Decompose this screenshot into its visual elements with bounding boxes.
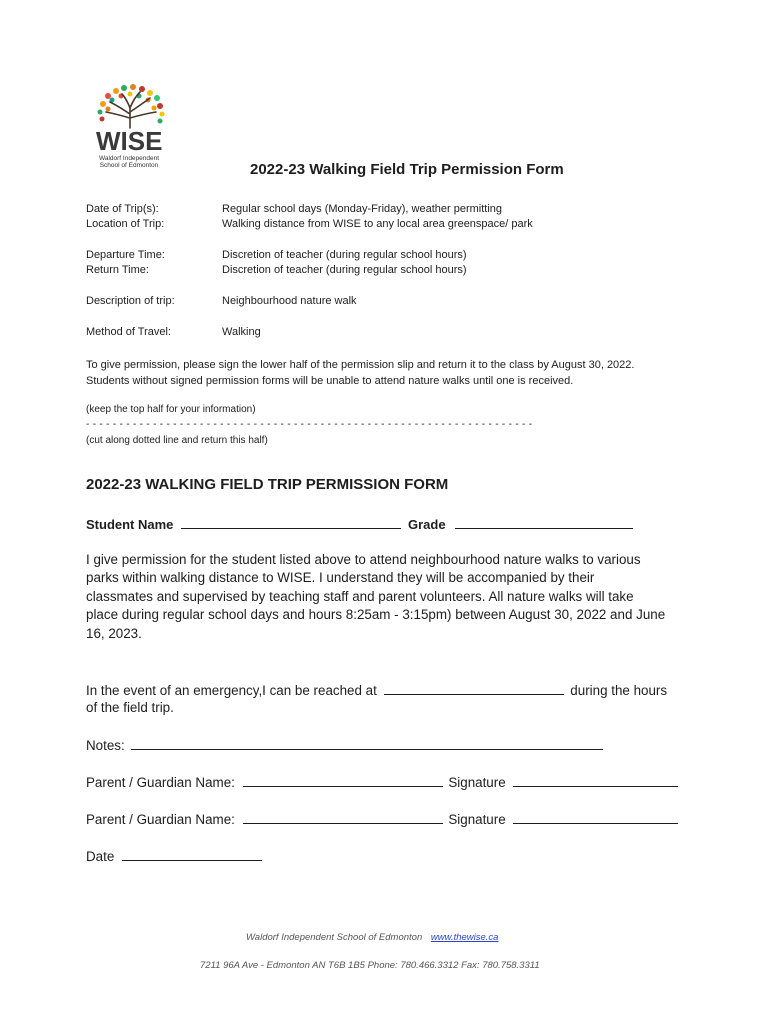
guardian-row-2 — [86, 809, 678, 830]
page-title: 2022-23 Walking Field Trip Permission Form — [250, 161, 564, 178]
emergency-line-2: of the field trip. — [86, 700, 174, 715]
tree-logo-icon — [88, 84, 178, 156]
grade-row — [408, 514, 633, 532]
notes-label: Notes: — [86, 738, 125, 753]
detail-label-date: Date of Trip(s): — [86, 203, 159, 215]
guardian-row-1 — [86, 772, 678, 793]
student-name-label: Student Name — [86, 517, 174, 532]
notes-row — [86, 735, 603, 756]
logo-tagline: Waldorf Independent School of Edmonton — [98, 155, 160, 169]
cut-note: (cut along dotted line and return this half) — [86, 435, 268, 446]
permission-line: place during regular school days and hours 8:25am - 3:15pm) between August 30, 2022 and June — [86, 607, 666, 622]
footer-website-link[interactable]: www.thewise.ca — [430, 932, 499, 943]
emergency-contact-field[interactable] — [384, 680, 564, 695]
emergency-prefix: In the event of an emergency,I can be reached at — [86, 683, 377, 698]
signature-field[interactable] — [513, 772, 678, 787]
detail-value-return: Discretion of teacher (during regular school hours) — [222, 264, 467, 276]
student-name-row — [86, 514, 401, 532]
student-name-field[interactable] — [181, 514, 401, 529]
footer-school-row — [246, 932, 498, 943]
guardian-label: Parent / Guardian Name: — [86, 775, 235, 790]
instructions-line-2: Students without signed permission forms will be unable to attend nature walks until one is received. — [86, 375, 574, 387]
grade-label: Grade — [408, 517, 446, 532]
detail-label-return: Return Time: — [86, 264, 149, 276]
footer-address: 7211 96A Ave - Edmonton AN T6B 1B5 Phone: 780.466.3312 Fax: 780.758.3311 — [200, 960, 540, 971]
detail-value-departure: Discretion of teacher (during regular school hours) — [222, 249, 467, 261]
detail-value-date: Regular school days (Monday-Friday), weather permitting — [222, 203, 503, 215]
notes-field[interactable] — [131, 735, 603, 750]
guardian-name-field[interactable] — [243, 772, 443, 787]
permission-line: I give permission for the student listed above to attend neighbourhood nature walks to various — [86, 552, 641, 567]
keep-note: (keep the top half for your information) — [86, 404, 256, 415]
guardian-name-field[interactable] — [243, 809, 443, 824]
footer-school-name: Waldorf Independent School of Edmonton — [246, 932, 423, 943]
emergency-row — [86, 680, 667, 701]
detail-label-location: Location of Trip: — [86, 218, 165, 230]
permission-line: parks within walking distance to WISE. I understand they will be accompanied by their — [86, 570, 595, 585]
logo-wordmark: WISE — [96, 126, 163, 156]
date-label: Date — [86, 849, 115, 864]
detail-value-location: Walking distance from WISE to any local area greenspace/ park — [222, 218, 533, 230]
detail-value-travel: Walking — [222, 326, 261, 338]
form-title: 2022-23 WALKING FIELD TRIP PERMISSION FORM — [86, 476, 449, 493]
detail-label-description: Description of trip: — [86, 295, 175, 307]
permission-line: classmates and supervised by teaching staff and parent volunteers. All nature walks will take — [86, 589, 634, 604]
emergency-suffix: during the hours — [570, 683, 668, 698]
detail-label-travel: Method of Travel: — [86, 326, 171, 338]
signature-field[interactable] — [513, 809, 678, 824]
date-field[interactable] — [122, 846, 262, 861]
grade-field[interactable] — [455, 514, 633, 529]
detail-value-description: Neighbourhood nature walk — [222, 295, 357, 307]
signature-label: Signature — [448, 812, 506, 827]
cut-line: - - - - - - - - - - - - - - - - - - - - - - - - - - - - - - - - - - - - - - - - - - - - - - - - - - - - - - - - - - - - - - - - - - - — [86, 419, 533, 430]
signature-label: Signature — [448, 775, 506, 790]
permission-line: 16, 2023. — [86, 626, 142, 641]
detail-label-departure: Departure Time: — [86, 249, 165, 261]
date-row — [86, 846, 262, 867]
instructions-line-1: To give permission, please sign the lower half of the permission slip and return it to the class by August 30, 2022. — [86, 359, 635, 371]
guardian-label: Parent / Guardian Name: — [86, 812, 235, 827]
